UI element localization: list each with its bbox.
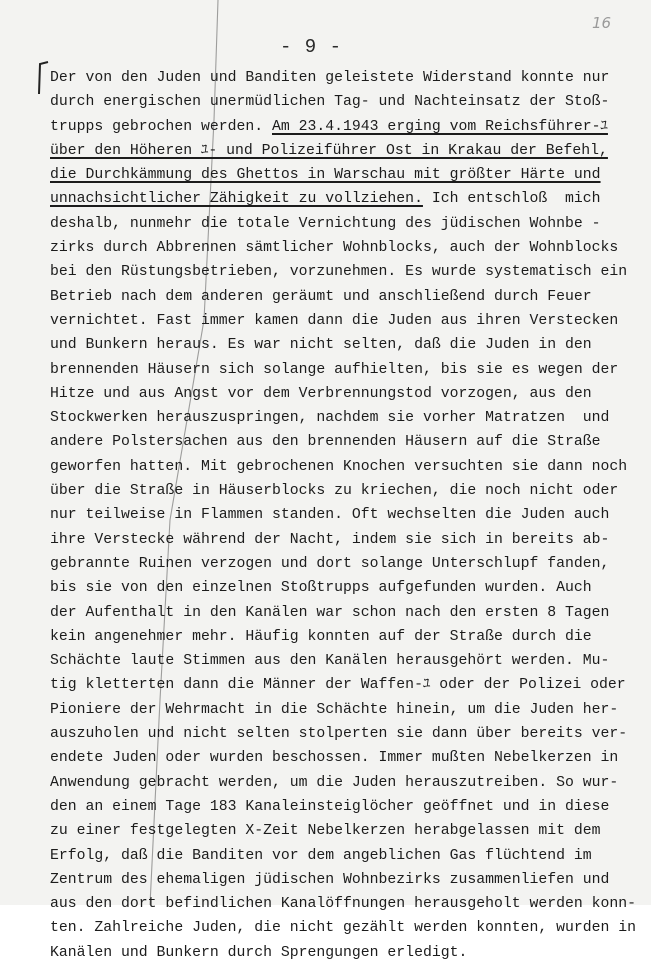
underlined-text-segment: über den Höheren ﾕ- und Polizeiführer Ost in Krakau der Befehl, [50,142,608,159]
text-segment: endete Juden oder wurden beschossen. Immer mußten Nebelkerzen in [50,750,619,767]
text-segment: andere Polstersachen aus den brennenden Häusern auf die Straße [50,434,601,451]
text-segment: über die Straße in Häuserblocks zu kriechen, die noch nicht oder [50,483,619,500]
text-segment: Betrieb nach dem anderen geräumt und anschließend durch Feuer [50,288,592,305]
text-line [50,382,630,406]
text-segment: durch energischen unermüdlichen Tag- und Nachteinsatz der Stoß- [50,94,610,111]
page-number: - 9 - [280,36,343,58]
text-segment: Stockwerken herauszuspringen, nachdem sie vorher Matratzen und [50,410,610,427]
text-line [50,187,630,211]
text-segment: geworfen hatten. Mit gebrochenen Knochen versuchten sie dann noch [50,458,628,475]
text-line [50,430,630,454]
text-line [50,746,630,770]
text-line [50,625,630,649]
text-segment: vernichtet. Fast immer kamen dann die Juden aus ihren Verstecken [50,312,619,329]
text-line [50,552,630,576]
text-segment: tig kletterten dann die Männer der Waffen-ﾕ oder der Polizei oder [50,677,626,694]
text-segment: Pioniere der Wehrmacht in die Schächte hinein, um die Juden her- [50,701,619,718]
text-segment: gebrannte Ruinen verzogen und dort solange Unterschlupf fanden, [50,555,610,572]
text-line [50,139,630,163]
text-line [50,479,630,503]
text-line [50,771,630,795]
text-segment: den an einem Tage 183 Kanaleinsteiglöcher geöffnet und in diese [50,798,610,815]
text-segment: und Bunkern heraus. Es war nicht selten, daß die Juden in den [50,337,592,354]
text-segment: Zentrum des ehemaligen jüdischen Wohnbezirks zusammenliefen und [50,871,610,888]
text-segment: brennenden Häusern sich solange aufhielten, bis sie es wegen der [50,361,619,378]
text-segment: Anwendung gebracht werden, um die Juden herauszutreiben. So wur- [50,774,619,791]
text-line [50,795,630,819]
text-segment: Der von den Juden und Banditen geleistete Widerstand konnte nur [50,70,610,86]
text-line [50,601,630,625]
text-segment: Erfolg, daß die Banditen vor dem angeblichen Gas flüchtend im [50,847,592,864]
text-line [50,236,630,260]
text-line [50,722,630,746]
text-line [50,309,630,333]
typed-report-text [50,66,637,965]
text-line [50,90,630,114]
text-segment: Hitze und aus Angst vor dem Verbrennungstod vorzogen, aus den [50,385,592,402]
text-segment: auszuholen und nicht selten stolperten sie dann über bereits ver- [50,726,628,743]
text-line [50,212,630,236]
text-line [50,260,630,284]
text-line [50,528,630,552]
text-line [50,285,630,309]
underlined-text-segment: Am 23.4.1943 erging vom Reichsführer-ﾕ [272,118,608,135]
text-segment: ten. Zahlreiche Juden, die nicht gezählt werden konnten, wurden in [50,920,637,937]
text-line [50,115,630,139]
margin-bracket-mark [36,60,50,96]
text-line [50,333,630,357]
text-line [50,503,630,527]
text-line [50,673,630,697]
text-line [50,163,630,187]
text-segment: bei den Rüstungsbetrieben, vorzunehmen. Es wurde systematisch ein [50,264,628,281]
underlined-text-segment: unnachsichtlicher Zähigkeit zu vollziehen. [50,191,423,208]
text-line [50,844,630,868]
text-segment: kein angenehmer mehr. Häufig konnten auf der Straße durch die [50,628,592,645]
text-line [50,698,630,722]
text-line [50,892,637,916]
text-line [50,916,637,940]
text-line [50,455,630,479]
corner-annotation: 16 [592,14,612,32]
text-segment: zu einer festgelegten X-Zeit Nebelkerzen herabgelassen mit dem [50,823,601,840]
text-segment: Schächte laute Stimmen aus den Kanälen herausgehört werden. Mu- [50,653,610,670]
text-segment: deshalb, nunmehr die totale Vernichtung des jüdischen Wohnbe - [50,215,601,232]
text-segment: bis sie von den einzelnen Stoßtrupps aufgefunden wurden. Auch [50,580,592,597]
text-line [50,66,630,90]
text-line [50,941,630,965]
text-segment: Ich entschloß mich [422,191,601,208]
text-segment: zirks durch Abbrennen sämtlicher Wohnblocks, auch der Wohnblocks [50,240,619,257]
text-segment: ihre Verstecke während der Nacht, indem sie sich in bereits ab- [50,531,610,548]
text-line [50,576,630,600]
text-segment: trupps gebrochen werden. [50,118,272,135]
text-segment: der Aufenthalt in den Kanälen war schon nach den ersten 8 Tagen [50,604,610,621]
underlined-text-segment: die Durchkämmung des Ghettos in Warschau mit größter Härte und [50,167,601,184]
text-segment: Kanälen und Bunkern durch Sprengungen erledigt. [50,944,468,961]
text-segment: aus den dort befindlichen Kanalöffnungen herausgeholt werden konn- [50,896,637,913]
text-segment: nur teilweise in Flammen standen. Oft wechselten die Juden auch [50,507,610,524]
text-line [50,406,630,430]
text-line [50,868,630,892]
text-line [50,819,630,843]
text-line [50,649,630,673]
text-line [50,358,630,382]
